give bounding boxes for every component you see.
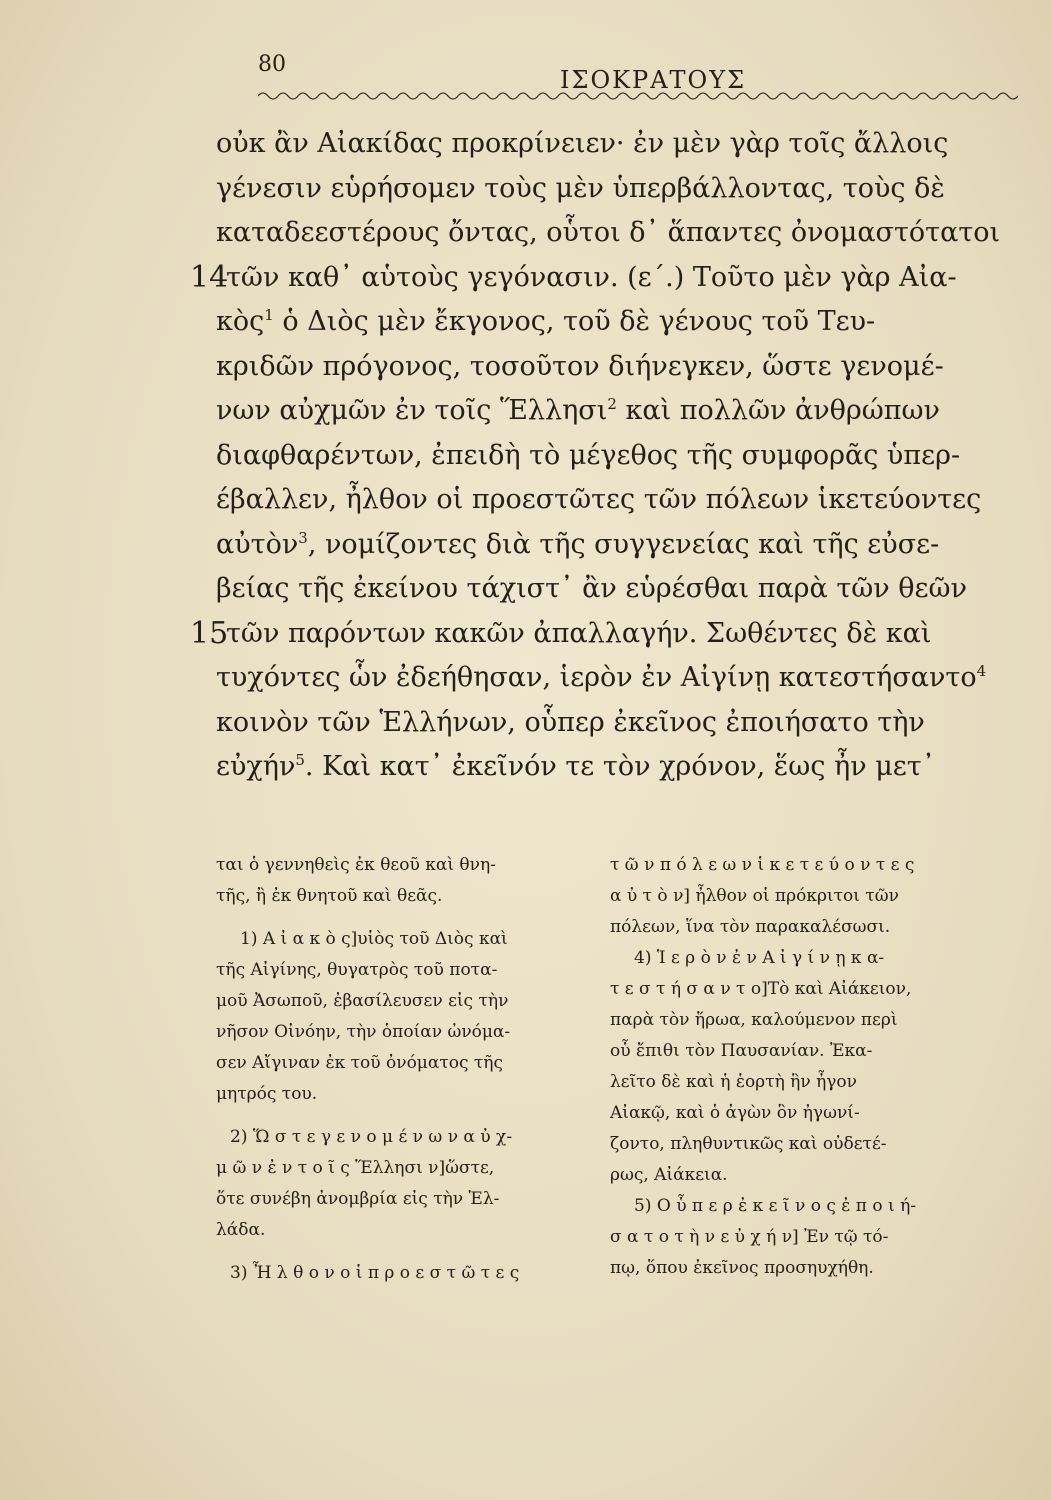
text-line: κοινὸν τῶν Ἑλλήνων, οὗπερ ἐκεῖνος ἐποιήσατο τὴν bbox=[216, 706, 925, 738]
footnote-ref: 5 bbox=[295, 751, 305, 769]
text-line: 14 τῶν καθ᾽ αὑτοὺς γεγόνασιν. (ε΄.) Τοῦτο μὲν γὰρ Αἰα- bbox=[190, 256, 1030, 301]
footnote-line: λεῖτο δὲ καὶ ἡ ἑορτὴ ἣν ἦγον bbox=[610, 1072, 857, 1092]
text-line: αὐτὸν$^3$, νομίζοντες διὰ τῆς συγγενείας καὶ τῆς εὐσε- bbox=[216, 528, 940, 560]
footnote-line: μητρός του. bbox=[216, 1084, 318, 1104]
footnote-line: μ ῶ ν ἐ ν τ ο ῖ ς Ἕλλησι ν]ὥστε, bbox=[216, 1158, 495, 1178]
text-line: οὐκ ἂν Αἰακίδας προκρίνειεν· ἐν μὲν γὰρ τοῖς ἄλλοις bbox=[216, 128, 949, 159]
footnote-line: πόλεων, ἵνα τὸν παρακαλέσωσι. bbox=[610, 917, 891, 937]
footnote-line: τῆς, ἢ ἐκ θνητοῦ καὶ θεᾶς. bbox=[216, 886, 443, 906]
footnote-line: Αἰακῷ, καὶ ὁ ἀγὼν ὃν ἠγωνί- bbox=[610, 1103, 860, 1123]
footnote-line: τῆς Αἰγίνης, θυγατρὸς τοῦ ποτα- bbox=[216, 960, 498, 980]
text-line: καταδεεστέρους ὄντας, οὗτοι δ᾽ ἅπαντες ὀνομαστότατοι bbox=[216, 217, 1001, 248]
text-line: κὸς$^1$ ὁ Διὸς μὲν ἔκγονος, τοῦ δὲ γένους τοῦ Τευ- bbox=[216, 306, 876, 337]
text-line: κριδῶν πρόγονος, τοσοῦτον διήνεγκεν, ὥστε γενομέ- bbox=[216, 350, 944, 382]
footnote-line: οὗ ἔπιθι τὸν Παυσανίαν. Ἐκα- bbox=[610, 1041, 873, 1061]
footnote-line: νῆσον Οἰνόην, τὴν ὁποίαν ὠνόμα- bbox=[216, 1022, 511, 1042]
footnote-line: 4) Ἱ ε ρ ὸ ν ἐ ν Α ἰ γ ί ν ῃ κ α- bbox=[634, 948, 885, 968]
main-text bbox=[190, 122, 1030, 790]
text-line: γένεσιν εὑρήσομεν τοὺς μὲν ὑπερβάλλοντας, τοὺς δὲ bbox=[216, 172, 945, 204]
page-header bbox=[258, 52, 1018, 108]
footnote-line: 5) Ο ὗ π ε ρ ἐ κ ε ῖ ν ο ς ἐ π ο ι ή- bbox=[634, 1196, 916, 1216]
footnote-ref: 4 bbox=[976, 662, 987, 680]
footnote-line: σ α τ ο τ ὴ ν ε ὐ χ ή ν] Ἐν τῷ τό- bbox=[610, 1227, 889, 1247]
footnote-line: 3) Ἦ λ θ ο ν ο ἱ π ρ ο ε σ τ ῶ τ ε ς bbox=[230, 1263, 520, 1283]
footnote-line: ὅτε συνέβη ἀνομβρία εἰς τὴν Ἑλ- bbox=[216, 1189, 500, 1209]
text-line: διαφθαρέντων, ἐπειδὴ τὸ μέγεθος τῆς συμφορᾶς ὑπερ- bbox=[216, 439, 961, 471]
text-line: 15 τῶν παρόντων κακῶν ἀπαλλαγήν. Σωθέντες δὲ καὶ bbox=[190, 612, 1030, 657]
footnote-line: μοῦ Ἀσωποῦ, ἐβασίλευσεν εἰς τὴν bbox=[216, 991, 509, 1011]
footnote-line: παρὰ τὸν ἥρωα, καλούμενον περὶ bbox=[610, 1010, 898, 1030]
footnote-line: τ ε σ τ ή σ α ν τ ο]Τὸ καὶ Αἰάκειον, bbox=[610, 979, 912, 999]
footnote-line: λάδα. bbox=[216, 1220, 266, 1240]
text-line: εὐχήν$^5$. Καὶ κατ᾽ ἐκεῖνόν τε τὸν χρόνον, ἕως ἦν μετ᾽ bbox=[216, 751, 936, 782]
section-number: 14 bbox=[190, 259, 229, 295]
footnote-line: 1) Α ἰ α κ ὸ ς]υἱὸς τοῦ Διὸς καὶ bbox=[240, 929, 508, 949]
footnote-line: τ ῶ ν π ό λ ε ω ν ἱ κ ε τ ε ύ ο ν τ ε ς bbox=[610, 855, 915, 875]
footnote-ref: 3 bbox=[298, 528, 308, 547]
footnote-line: ζοντο, πληθυντικῶς καὶ οὐδετέ- bbox=[610, 1134, 887, 1154]
footnotes-left-column bbox=[216, 850, 601, 1289]
running-title: ΙΣΟΚΡΑΤΟΥΣ bbox=[560, 66, 747, 94]
page-number: 80 bbox=[258, 52, 286, 77]
text-line: νων αὐχμῶν ἐν τοῖς Ἕλλησι$^2$ καὶ πολλῶν ἀνθρώπων bbox=[216, 395, 940, 426]
footnote-line: ται ὁ γεννηθεὶς ἐκ θεοῦ καὶ θνη- bbox=[216, 855, 496, 875]
footnote-ref: 1 bbox=[264, 306, 274, 324]
text-line: τυχόντες ὧν ἐδεήθησαν, ἱερὸν ἐν Αἰγίνῃ κατεστήσαντο$^4$ bbox=[216, 662, 987, 693]
section-number: 15 bbox=[190, 615, 229, 651]
footnote-line: 2) Ὥ σ τ ε γ ε ν ο μ έ ν ω ν α ὐ χ- bbox=[230, 1127, 513, 1147]
text-line: έβαλλεν, ἦλθον οἱ προεστῶτες τῶν πόλεων ἱκετεύοντες bbox=[216, 484, 982, 515]
footnote-line: ρως, Αἰάκεια. bbox=[610, 1165, 728, 1185]
text-line: βείας τῆς ἐκείνου τάχιστ᾽ ἂν εὑρέσθαι παρὰ τῶν θεῶν bbox=[216, 573, 967, 604]
footnote-ref: 2 bbox=[607, 395, 617, 413]
footnote-line: α ὐ τ ὸ ν] ἦλθον οἱ πρόκριτοι τῶν bbox=[610, 886, 899, 906]
footnotes-right-column bbox=[610, 850, 995, 1284]
wavy-header-rule bbox=[258, 88, 1018, 104]
footnote-line: σεν Αἴγιναν ἐκ τοῦ ὀνόματος τῆς bbox=[216, 1053, 504, 1073]
footnote-line: πῳ, ὅπου ἐκεῖνος προσηυχήθη. bbox=[610, 1258, 874, 1278]
